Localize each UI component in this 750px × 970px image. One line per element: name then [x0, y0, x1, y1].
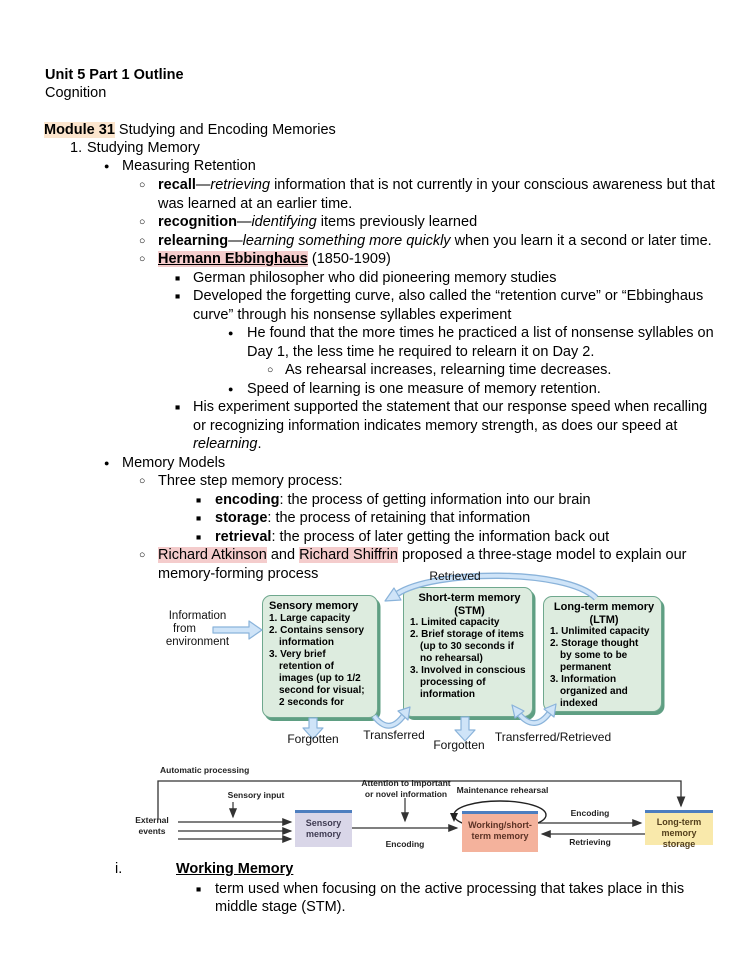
list-square: ■ [196, 531, 202, 542]
module-heading [44, 121, 336, 140]
list-circle: ○ [139, 234, 146, 247]
sensory-memory-box-2 [295, 810, 352, 847]
automatic-processing-label: Automatic processing [160, 765, 250, 775]
retrieved-label: Retrieved [429, 569, 481, 583]
outline-item-relearning [139, 232, 712, 251]
definition-italic: retrieving [210, 177, 271, 193]
list-circle: ○ [267, 364, 274, 376]
transferred-label: Transferred [363, 728, 425, 742]
item-text: information that is not currently in your conscious awareness but that was learned at an earlier time. [158, 177, 715, 212]
ltm-box2-line2: memory storage [661, 828, 697, 849]
item-text-end: proposed a three-stage model to explain our memory-forming process [158, 547, 687, 582]
item-text: Three step memory process: [158, 473, 343, 489]
page-title: Unit 5 Part 1 Outline [45, 67, 184, 83]
module-heading-text: Studying and Encoding Memories [114, 122, 336, 138]
dash: — [228, 232, 243, 249]
item-text: : the process of retaining that information [267, 510, 531, 526]
ltm-line: indexed [560, 698, 598, 709]
encoding-label-middle: Encoding [385, 839, 425, 849]
sensory-line: 2. Contains sensory [269, 624, 365, 636]
ltm-line: organized and [560, 686, 628, 697]
module-number-highlight: Module 31 [44, 122, 115, 138]
list-square: ■ [196, 494, 202, 505]
item-text: Developed the forgetting curve, also called the “retention curve” or “Ebbinghaus curve” through his nonsense syllables experiment [193, 288, 704, 323]
outline-item-three-step [139, 472, 343, 491]
outline-item-memory-models [104, 454, 226, 473]
list-roman-numeral: i. [115, 861, 123, 877]
sensory-line: 3. Very brief [269, 648, 326, 660]
sensory-box2-line2: memory [305, 829, 341, 839]
name-hermann-ebbinghaus: Hermann Ebbinghaus [158, 251, 308, 267]
outline-item-term-used [196, 880, 717, 917]
attention-label [358, 778, 454, 799]
outline-item-he-found [228, 324, 721, 361]
item-text: items previously learned [316, 214, 478, 230]
item-text: German philosopher who did pioneering memory studies [193, 269, 557, 286]
info-line3: environment [165, 636, 230, 648]
list-square: ■ [196, 513, 202, 523]
transferred-retrieved-label: Transferred/Retrieved [494, 730, 612, 744]
working-short-term-memory-box [462, 811, 538, 852]
sensory-line: images (up to 1/2 [279, 672, 361, 684]
outline-item-german-philosopher [175, 269, 557, 288]
stm-line: no rehearsal) [420, 653, 483, 664]
external-line2: events [138, 825, 166, 836]
item-text: when you learn it a second or later time. [450, 232, 712, 249]
stm-line: 2. Brief storage of items [410, 629, 524, 640]
stm-line: 3. Involved in conscious [410, 665, 526, 676]
ltm-line: 2. Storage thought [550, 638, 639, 649]
ltm-line: 3. Information [550, 674, 617, 685]
info-line2: from [173, 623, 196, 635]
encoding-label-right: Encoding [570, 808, 610, 818]
sensory-line: information [279, 636, 334, 648]
list-circle: ○ [139, 475, 146, 487]
item-text: : the process of getting information into our brain [279, 491, 591, 508]
list-square: ■ [175, 291, 181, 301]
information-from-environment-label [145, 610, 250, 649]
item-text: As rehearsal increases, relearning time decreases. [285, 362, 612, 378]
name-richard-atkinson: Richard Atkinson [158, 547, 267, 563]
list-bullet: ● [104, 161, 110, 171]
term-storage: storage [215, 510, 268, 526]
sensory-line: second for visual; [279, 684, 365, 696]
item-text: Speed of learning is one measure of memory retention. [247, 380, 601, 397]
item-text: (1850-1909) [307, 251, 391, 267]
sensory-line: 2 seconds for [279, 696, 345, 708]
stm-line: (up to 30 seconds if [420, 641, 514, 652]
ltm-title-line1: Long-term memory [553, 601, 655, 613]
outline-item-retrieval [196, 528, 610, 547]
stm-line: information [420, 689, 475, 700]
item-text-end: . [257, 436, 262, 452]
item-text: Memory Models [122, 454, 226, 471]
dash: — [236, 214, 252, 230]
forgotten-label-1: Forgotten [287, 732, 339, 746]
memory-stage-diagram [145, 566, 720, 758]
outline-item-forgetting-curve [175, 287, 718, 324]
list-bullet: ● [104, 457, 110, 468]
working-box-line1: Working/short- [468, 820, 532, 830]
list-circle: ○ [139, 179, 146, 191]
retrieving-label: Retrieving [569, 837, 611, 847]
list-number: 1. [70, 140, 83, 156]
sensory-box-title: Sensory memory [269, 600, 359, 612]
dash: — [195, 177, 211, 193]
maintenance-rehearsal-label: Maintenance rehearsal [456, 785, 549, 795]
attention-line1: Attention to important [361, 778, 451, 788]
outline-item-recall [139, 176, 723, 213]
term-recall: recall [158, 177, 196, 193]
outline-item-speed [228, 380, 601, 399]
stm-title-line2: (STM) [454, 604, 485, 617]
list-bullet: ● [228, 328, 234, 338]
list-square: ■ [175, 402, 181, 412]
outline-item-ebbinghaus [139, 250, 391, 269]
outline-item-measuring-retention [104, 157, 256, 176]
page-subtitle: Cognition [45, 85, 107, 101]
ltm-line: by some to be [560, 650, 628, 661]
list-circle: ○ [139, 253, 146, 265]
stm-line: processing of [420, 677, 486, 688]
item-text: He found that the more times he practiced a list of nonsense syllables on Day 1, the less time he required to relearn it on Day 2. [247, 325, 714, 360]
external-events-label [128, 815, 176, 836]
external-line1: External [135, 815, 169, 825]
name-richard-shiffrin: Richard Shiffrin [299, 547, 398, 563]
working-box-line2: term memory [471, 831, 529, 841]
list-bullet: ● [228, 383, 234, 394]
item-text: His experiment supported the statement that our response speed when recalling or recognizing information indicates memory strength, as does our speed at [193, 399, 708, 434]
stm-line: 1. Limited capacity [410, 617, 500, 628]
sensory-line: retention of [279, 660, 334, 672]
term-relearning: relearning [158, 232, 229, 249]
attention-line2: or novel information [364, 788, 448, 799]
stm-title-line1: Short-term memory [418, 592, 521, 604]
term-recognition: recognition [158, 214, 237, 230]
long-term-memory-storage-box [645, 810, 713, 849]
item-text: Measuring Retention [122, 158, 256, 174]
outline-item-rehearsal [267, 361, 612, 380]
item-text: Studying Memory [87, 140, 200, 156]
list-circle: ○ [139, 549, 146, 561]
list-circle: ○ [139, 216, 146, 228]
list-square: ■ [196, 883, 202, 894]
ltm-title-line2: (LTM) [589, 613, 619, 626]
term-working-memory: Working Memory [176, 861, 294, 877]
sensory-box2-line1: Sensory [305, 818, 342, 828]
sensory-line: 1. Large capacity [269, 612, 351, 624]
definition-italic: identifying [251, 214, 317, 230]
item-text: : the process of later getting the information back out [271, 528, 610, 545]
ltm-line: 1. Unlimited capacity [550, 626, 650, 637]
item-text: term used when focusing on the active processing that takes place in this middle stage (STM). [215, 880, 685, 915]
forgotten-label-2: Forgotten [433, 738, 485, 752]
outline-item-recognition [139, 213, 478, 232]
list-square: ■ [175, 272, 181, 283]
info-line1: Information [168, 610, 227, 622]
term-encoding: encoding [215, 491, 280, 508]
outline-item-studying-memory [70, 139, 200, 158]
outline-item-encoding [196, 491, 591, 510]
information-processing-diagram [50, 755, 750, 867]
outline-item-experiment [175, 398, 718, 454]
item-text: and [266, 547, 300, 563]
definition-italic: learning something more quickly [242, 232, 451, 249]
term-retrieval: retrieval [215, 528, 272, 545]
italic-relearning: relearning [193, 436, 258, 452]
sensory-input-label: Sensory input [227, 790, 285, 800]
ltm-box2-line1: Long-term [656, 817, 702, 827]
ltm-line: permanent [560, 662, 612, 673]
outline-item-storage [196, 509, 531, 528]
